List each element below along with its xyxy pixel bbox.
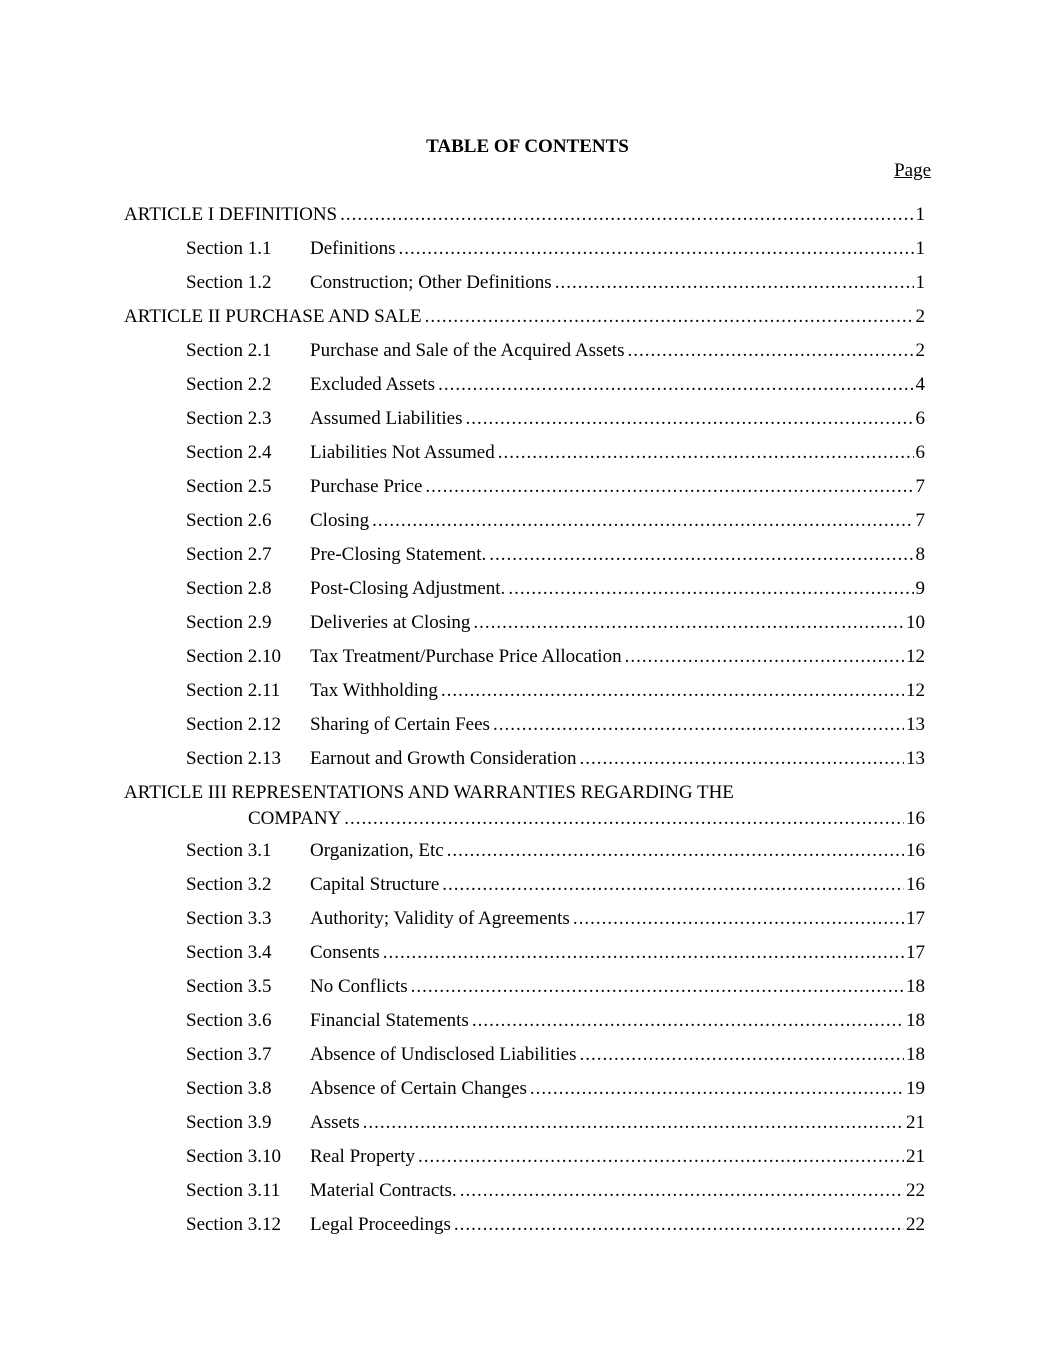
section-number: Section 3.8 (186, 1078, 272, 1099)
toc-section-entry[interactable] (124, 542, 925, 576)
section-title: Purchase Price (310, 476, 423, 497)
page-number: 7 (915, 510, 925, 531)
toc-section-entry[interactable] (124, 872, 925, 906)
section-title: Construction; Other Definitions (310, 272, 552, 293)
section-number: Section 2.1 (186, 340, 272, 361)
section-number: Section 2.13 (186, 748, 281, 769)
toc-section-entry[interactable] (124, 474, 925, 508)
toc-section-entry[interactable] (124, 610, 925, 644)
dot-leader (579, 1042, 904, 1068)
section-number: Section 3.12 (186, 1214, 281, 1235)
section-title: Absence of Certain Changes (310, 1078, 527, 1099)
dot-leader (411, 974, 904, 1000)
page-number: 13 (906, 748, 925, 769)
section-title: Post-Closing Adjustment. (310, 578, 506, 599)
section-title: Pre-Closing Statement. (310, 544, 487, 565)
section-title: No Conflicts (310, 976, 408, 997)
page-number: 17 (906, 942, 925, 963)
toc-section-entry[interactable] (124, 1212, 925, 1246)
toc-list (124, 202, 925, 1246)
toc-section-entry[interactable] (124, 746, 925, 780)
section-number: Section 3.3 (186, 908, 272, 929)
dot-leader (425, 474, 913, 500)
section-number: Section 2.10 (186, 646, 281, 667)
section-title: Financial Statements (310, 1010, 469, 1031)
page-number: 10 (906, 612, 925, 633)
toc-section-entry[interactable] (124, 1076, 925, 1110)
dot-leader (441, 678, 904, 704)
section-number: Section 2.4 (186, 442, 272, 463)
toc-section-entry[interactable] (124, 1144, 925, 1178)
section-title: Definitions (310, 238, 396, 259)
section-number: Section 3.9 (186, 1112, 272, 1133)
dot-leader (530, 1076, 904, 1102)
toc-section-entry[interactable] (124, 372, 925, 406)
section-number: Section 3.11 (186, 1180, 281, 1201)
section-title: Assets (310, 1112, 360, 1133)
dot-leader (363, 1110, 904, 1136)
page-number: 17 (906, 908, 925, 929)
toc-section-entry[interactable] (124, 838, 925, 872)
dot-leader (579, 746, 904, 772)
section-title: Organization, Etc (310, 840, 444, 861)
section-title: Tax Withholding (310, 680, 438, 701)
toc-section-entry[interactable] (124, 678, 925, 712)
section-number: Section 3.2 (186, 874, 272, 895)
page-number: 6 (915, 408, 925, 429)
dot-leader (438, 372, 913, 398)
page-number: 16 (906, 874, 925, 895)
dot-leader (627, 338, 913, 364)
toc-section-entry[interactable] (124, 940, 925, 974)
dot-leader (399, 236, 914, 262)
section-title: Consents (310, 942, 380, 963)
toc-section-entry[interactable] (124, 576, 925, 610)
page-number: 8 (915, 544, 925, 565)
section-title: Excluded Assets (310, 374, 436, 395)
section-number: Section 3.5 (186, 976, 272, 997)
toc-title: TABLE OF CONTENTS (426, 136, 629, 157)
section-title: Legal Proceedings (310, 1214, 451, 1235)
toc-section-entry[interactable] (124, 270, 925, 304)
section-title: Tax Treatment/Purchase Price Allocation (310, 646, 622, 667)
section-title: Sharing of Certain Fees (310, 714, 490, 735)
section-number: Section 2.2 (186, 374, 272, 395)
page-number: 7 (915, 476, 925, 497)
dot-leader (460, 1178, 904, 1204)
dot-leader (372, 508, 913, 534)
section-number: Section 3.7 (186, 1044, 272, 1065)
section-number: Section 3.6 (186, 1010, 272, 1031)
toc-section-entry[interactable] (124, 236, 925, 270)
section-number: Section 2.5 (186, 476, 272, 497)
page-number: 16 (906, 808, 925, 829)
section-title: Assumed Liabilities (310, 408, 463, 429)
dot-leader (472, 1008, 904, 1034)
section-title: Deliveries at Closing (310, 612, 471, 633)
page-number: 21 (906, 1146, 925, 1167)
page-number: 1 (915, 204, 925, 225)
section-number: Section 3.1 (186, 840, 272, 861)
page-number: 1 (915, 238, 925, 259)
dot-leader (425, 304, 914, 330)
section-number: Section 3.4 (186, 942, 272, 963)
toc-section-entry[interactable] (124, 440, 925, 474)
dot-leader (418, 1144, 904, 1170)
toc-section-entry[interactable] (124, 406, 925, 440)
page-number: 12 (906, 680, 925, 701)
section-number: Section 2.6 (186, 510, 272, 531)
toc-section-entry[interactable] (124, 906, 925, 940)
page-number: 19 (906, 1078, 925, 1099)
toc-section-entry[interactable] (124, 1178, 925, 1212)
section-title: Capital Structure (310, 874, 440, 895)
dot-leader (573, 906, 904, 932)
dot-leader (383, 940, 904, 966)
page-number: 2 (915, 340, 925, 361)
dot-leader (442, 872, 904, 898)
dot-leader (498, 440, 914, 466)
section-number: Section 2.9 (186, 612, 272, 633)
page-number: 18 (906, 1044, 925, 1065)
page-number: 2 (915, 306, 925, 327)
article-title: ARTICLE II PURCHASE AND SALE (124, 306, 422, 327)
dot-leader (340, 202, 913, 228)
page-number: 18 (906, 976, 925, 997)
dot-leader (555, 270, 914, 296)
section-number: Section 2.11 (186, 680, 281, 701)
page-number: 6 (915, 442, 925, 463)
section-number: Section 2.3 (186, 408, 272, 429)
dot-leader (625, 644, 904, 670)
toc-section-entry[interactable] (124, 1110, 925, 1144)
toc-section-entry[interactable] (124, 974, 925, 1008)
section-number: Section 2.8 (186, 578, 272, 599)
dot-leader (344, 806, 904, 832)
section-number: Section 2.12 (186, 714, 281, 735)
page-number: 22 (906, 1214, 925, 1235)
section-number: Section 2.7 (186, 544, 272, 565)
toc-section-entry[interactable] (124, 1008, 925, 1042)
toc-article-entry[interactable] (124, 780, 925, 838)
toc-section-entry[interactable] (124, 644, 925, 678)
section-title: Closing (310, 510, 370, 531)
article-title: ARTICLE III REPRESENTATIONS AND WARRANTIES REGARDING THE (124, 782, 734, 803)
dot-leader (508, 576, 913, 602)
toc-article-entry[interactable] (124, 304, 925, 338)
dot-leader (454, 1212, 904, 1238)
section-title: Authority; Validity of Agreements (310, 908, 570, 929)
dot-leader (447, 838, 904, 864)
article-title: ARTICLE I DEFINITIONS (124, 204, 338, 225)
page-number: 22 (906, 1180, 925, 1201)
page-number: 12 (906, 646, 925, 667)
section-number: Section 1.1 (186, 238, 272, 259)
section-title: Purchase and Sale of the Acquired Assets (310, 340, 625, 361)
section-number: Section 3.10 (186, 1146, 281, 1167)
toc-section-entry[interactable] (124, 1042, 925, 1076)
page-number: 21 (906, 1112, 925, 1133)
page-number: 18 (906, 1010, 925, 1031)
page-column-label: Page (894, 160, 931, 181)
page-number: 9 (915, 578, 925, 599)
toc-section-entry[interactable] (124, 508, 925, 542)
article-title-continued: COMPANY (248, 808, 342, 829)
dot-leader (466, 406, 914, 432)
page-number: 1 (915, 272, 925, 293)
section-title: Earnout and Growth Consideration (310, 748, 577, 769)
section-title: Real Property (310, 1146, 416, 1167)
dot-leader (493, 712, 904, 738)
section-number: Section 1.2 (186, 272, 272, 293)
dot-leader (473, 610, 904, 636)
toc-section-entry[interactable] (124, 712, 925, 746)
toc-article-entry[interactable] (124, 202, 925, 236)
section-title: Absence of Undisclosed Liabilities (310, 1044, 577, 1065)
section-title: Liabilities Not Assumed (310, 442, 495, 463)
dot-leader (489, 542, 913, 568)
section-title: Material Contracts. (310, 1180, 457, 1201)
toc-section-entry[interactable] (124, 338, 925, 372)
page-number: 4 (915, 374, 925, 395)
page-number: 16 (906, 840, 925, 861)
page-number: 13 (906, 714, 925, 735)
